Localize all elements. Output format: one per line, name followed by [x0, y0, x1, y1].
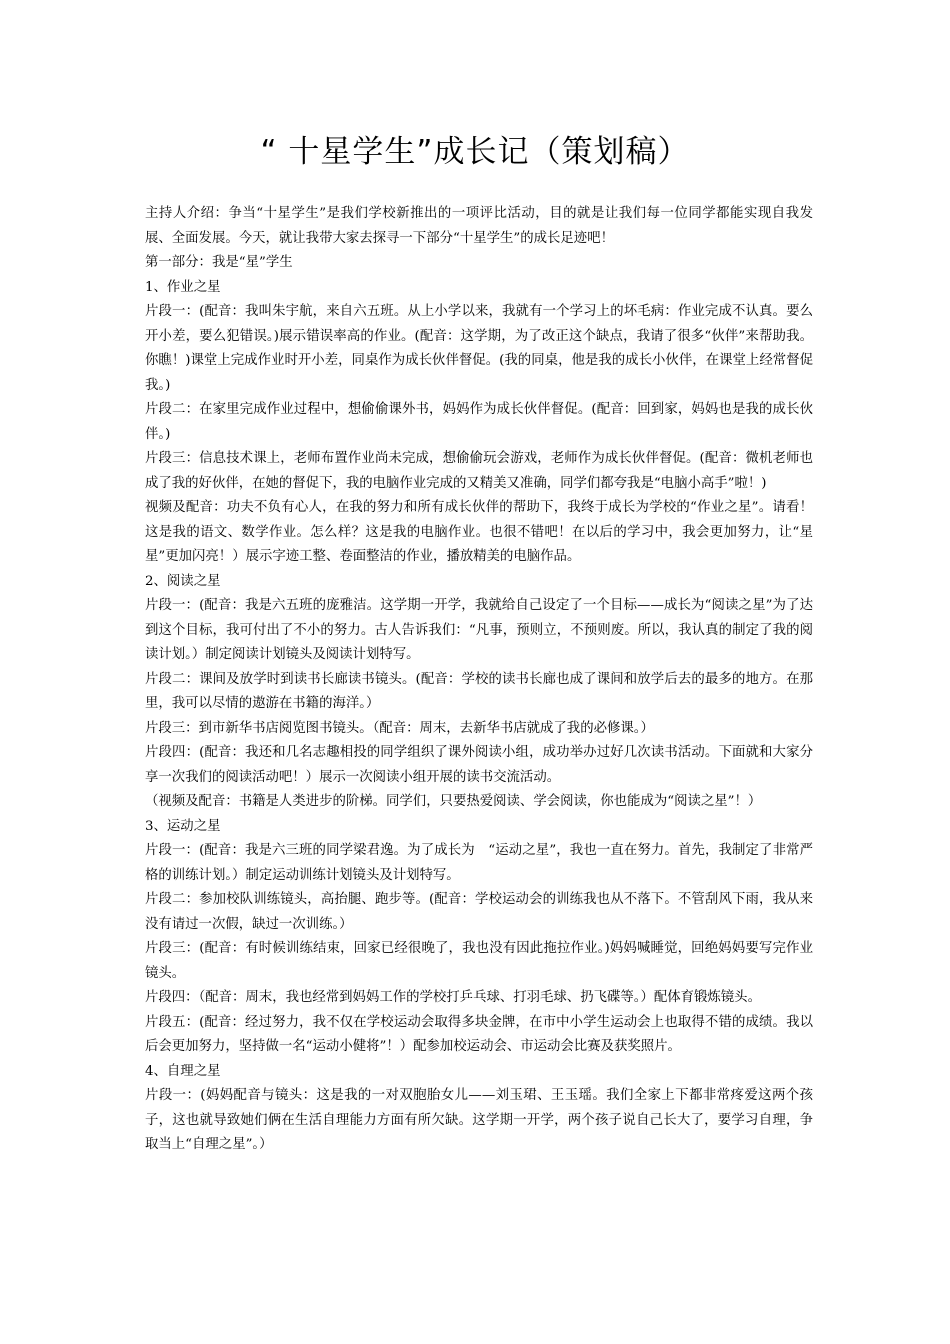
heading-homework-star: 1、作业之星: [145, 279, 221, 295]
paragraph-self-care-segment-1: 片段一：(妈妈配音与镜头：这是我的一对双胞胎女儿——刘玉珺、王玉瑶。我们全家上下都非常疼爱这两个孩子，这也就导致她们俩在生活自理能力方面有所欠缺。这学期一开学，两个孩子说自己长大了，要学习自理，争取当上“自理之星”。）: [145, 1088, 813, 1152]
paragraph-sports-segment-4: 片段四：（配音：周末，我也经常到妈妈工作的学校打乒乓球、打羽毛球、扔飞碟等。）配体育锻炼镜头。: [145, 990, 761, 1005]
paragraph-sports-segment-3: 片段三：(配音：有时候训练结束，回家已经很晚了，我也没有因此拖拉作业。)妈妈喊睡觉，回绝妈妈要写完作业镜头。: [145, 941, 813, 981]
paragraph-homework-video: 视频及配音：功夫不负有心人，在我的努力和所有成长伙伴的帮助下，我终于成长为学校的“作业之星”。请看！这是我的语文、数学作业。怎么样？这是我的电脑作业。也很不错吧！在以后的学习中，我会更加努力，让“星星”更加闪亮！）展示字迹工整、卷面整洁的作业，播放精美的电脑作品。: [145, 500, 813, 564]
paragraph-sports-segment-5: 片段五：(配音：经过努力，我不仅在学校运动会取得多块金牌，在市中小学生运动会上也取得不错的成绩。我以后会更加努力，坚持做一名“运动小健将”！）配参加校运动会、市运动会比赛及获奖照片。: [145, 1014, 813, 1054]
document-title: “ 十星学生”成长记（策划稿）: [260, 134, 690, 170]
paragraph-reading-segment-3: 片段三：到市新华书店阅览图书镜头。（配音：周末，去新华书店就成了我的必修课。）: [145, 720, 654, 736]
paragraph-sports-segment-1: 片段一：(配音：我是六三班的同学梁君逸。为了成长为 “运动之星”，我也一直在努力。首先，我制定了非常严格的训练计划。）制定运动训练计划镜头及计划特写。: [145, 843, 813, 883]
heading-sports-star: 3、运动之星: [145, 818, 221, 834]
paragraph-reading-video: （视频及配音：书籍是人类进步的阶梯。同学们，只要热爱阅读、学会阅读，你也能成为“阅读之星”！）: [145, 794, 762, 809]
paragraph-homework-segment-1: 片段一：(配音：我叫朱宇航，来自六五班。从上小学以来，我就有一个学习上的坏毛病：作业完成不认真。要么开小差，要么犯错误。)展示错误率高的作业。(配音：这学期，为了改正这个缺点，我请了很多“伙伴”来帮助我。你瞧！)课堂上完成作业时开小差，同桌作为成长伙伴督促。(我的同桌，他是我的成长小伙伴，在课堂上经常督促我。): [145, 304, 813, 393]
paragraph-reading-segment-1: 片段一：(配音：我是六五班的庞雅洁。这学期一开学，我就给自己设定了一个目标——成长为“阅读之星”为了达到这个目标，我可付出了不小的努力。古人告诉我们：“凡事，预则立，不预则废。所以，我认真的制定了我的阅读计划。）制定阅读计划镜头及阅读计划特写。: [145, 598, 813, 662]
heading-reading-star: 2、阅读之星: [145, 573, 221, 589]
paragraph-reading-segment-4: 片段四：(配音：我还和几名志趣相投的同学组织了课外阅读小组，成功举办过好几次读书活动。下面就和大家分享一次我们的阅读活动吧！）展示一次阅读小组开展的读书交流活动。: [145, 745, 813, 785]
paragraph-host-intro: 主持人介绍：争当“十星学生”是我们学校新推出的一项评比活动，目的就是让我们每一位同学都能实现自我发展、全面发展。今天，就让我带大家去探寻一下部分“十星学生”的成长足迹吧！: [145, 206, 813, 246]
paragraph-homework-segment-3: 片段三：信息技术课上，老师布置作业尚未完成，想偷偷玩会游戏，老师作为成长伙伴督促。(配音：微机老师也成了我的好伙伴，在她的督促下，我的电脑作业完成的又精美又准确，同学们都夸我是“电脑小高手”啦！): [145, 451, 813, 491]
paragraph-homework-segment-2: 片段二：在家里完成作业过程中，想偷偷课外书，妈妈作为成长伙伴督促。(配音：回到家，妈妈也是我的成长伙伴。): [145, 402, 813, 442]
heading-part-one: 第一部分：我是“星”学生: [145, 255, 293, 270]
paragraph-sports-segment-2: 片段二：参加校队训练镜头，高抬腿、跑步等。(配音：学校运动会的训练我也从不落下。不管刮风下雨，我从来没有请过一次假，缺过一次训练。）: [145, 892, 813, 932]
paragraph-reading-segment-2: 片段二：课间及放学时到读书长廊读书镜头。(配音：学校的读书长廊也成了课间和放学后去的最多的地方。在那里，我可以尽情的遨游在书籍的海洋。）: [145, 671, 813, 711]
heading-self-care-star: 4、自理之星: [145, 1063, 221, 1079]
document-body: [145, 202, 813, 1158]
